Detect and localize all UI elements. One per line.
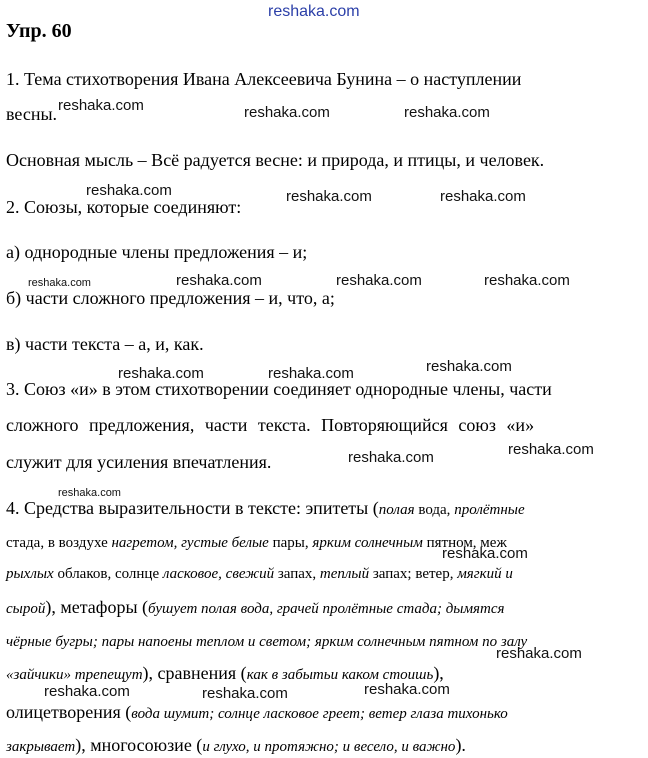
watermark: reshaka.com: [268, 365, 354, 382]
p4-line1: [6, 497, 525, 521]
p4-text: запах,: [274, 566, 320, 582]
watermark: reshaka.com: [484, 272, 570, 289]
p4-text: ).: [455, 735, 466, 755]
p4-italic: рыхлых: [6, 566, 54, 582]
watermark: reshaka.com: [348, 449, 434, 466]
watermark: reshaka.com: [286, 188, 372, 205]
p4-italic: бушует полая вода, грачей пролётные стада; дымятся: [148, 601, 505, 617]
p4-italic: полая: [378, 502, 415, 518]
watermark: reshaka.com: [442, 545, 528, 562]
p4-text: пары,: [268, 535, 313, 551]
p3-line3: служит для усиления впечатления.: [6, 452, 272, 472]
watermark: reshaka.com: [176, 272, 262, 289]
watermark: reshaka.com: [336, 272, 422, 289]
p4-line3: [6, 563, 513, 585]
watermark: reshaka.com: [496, 645, 582, 662]
watermark: reshaka.com: [28, 277, 91, 289]
p1-line2: весны.: [6, 104, 58, 124]
p4-italic: нагретом, густые белые: [111, 535, 269, 551]
p4-text: 4. Средства выразительности в тексте: эпитеты (: [6, 498, 379, 518]
watermark: reshaka.com: [364, 681, 450, 698]
p4-text: пятном, меж: [422, 535, 507, 551]
watermark: reshaka.com: [404, 104, 490, 121]
p4-text: стада, в воздухе: [6, 535, 112, 551]
p2-item-a: а) однородные члены предложения – и;: [6, 242, 308, 262]
watermark: reshaka.com: [508, 441, 594, 458]
p4-line4: [6, 596, 504, 620]
p4-line6: [6, 662, 444, 686]
p4-italic: и глухо, и протяжно; и весело, и важно: [202, 739, 456, 755]
p4-italic: вода шумит; солнце ласковое греет; ветер глаза тихонько: [131, 706, 508, 722]
main-idea: Основная мысль – Всё радуется весне: и природа, и птицы, и человек.: [6, 150, 545, 170]
p4-line8: [6, 734, 466, 758]
watermark: reshaka.com: [426, 358, 512, 375]
p4-italic: сырой: [6, 601, 46, 617]
p4-text: ), метафоры (: [45, 597, 149, 617]
p1-line1: [6, 68, 642, 90]
p4-line5: [6, 631, 527, 653]
watermark: reshaka.com: [58, 487, 121, 499]
p4-italic: мягкий и: [457, 566, 513, 582]
p4-italic: пролётные: [454, 502, 525, 518]
p3-line1: 3. Союз «и» в этом стихотворении соединяет однородные члены, части: [6, 379, 552, 399]
watermark: reshaka.com: [118, 365, 204, 382]
p4-italic: чёрные бугры; пары напоены теплом и светом; ярким солнечным пятном по залу: [6, 634, 528, 650]
p4-italic: как в забытьи каком стоишь: [246, 667, 434, 683]
p4-text: ), многосоюзие (: [75, 735, 203, 755]
p4-text: облаков, солнце: [53, 566, 163, 582]
p2-item-b: б) части сложного предложения – и, что, а;: [6, 288, 335, 308]
watermark: reshaka.com: [440, 188, 526, 205]
watermark: reshaka.com: [202, 685, 288, 702]
p4-italic: ярким солнечным: [312, 535, 423, 551]
p2-intro: 2. Союзы, которые соединяют:: [6, 197, 242, 217]
p4-text: ), сравнения (: [142, 663, 247, 683]
p4-text: вода,: [414, 502, 455, 518]
p4-text: ),: [433, 663, 444, 683]
p4-line7: [6, 701, 508, 725]
p4-text: олицетворения (: [6, 702, 132, 722]
p4-italic: «зайчики» трепещут: [6, 667, 143, 683]
watermark: reshaka.com: [268, 3, 360, 20]
watermark: reshaka.com: [44, 683, 130, 700]
p4-italic: теплый: [319, 566, 370, 582]
p3-line2: сложного предложения, части текста. Повторяющийся союз «и»: [6, 415, 535, 435]
p4-italic: закрывает: [6, 739, 76, 755]
p1-line1-text: 1. Тема стихотворения Ивана Алексеевича Бунина – о наступлении: [6, 69, 522, 89]
watermark: reshaka.com: [58, 97, 144, 114]
watermark: reshaka.com: [244, 104, 330, 121]
exercise-title: Упр. 60: [6, 20, 72, 42]
p2-item-c: в) части текста – а, и, как.: [6, 334, 204, 354]
p4-line2: [6, 532, 507, 554]
watermark: reshaka.com: [86, 182, 172, 199]
p4-text: запах; ветер,: [369, 566, 458, 582]
p4-italic: ласковое, свежий: [162, 566, 275, 582]
